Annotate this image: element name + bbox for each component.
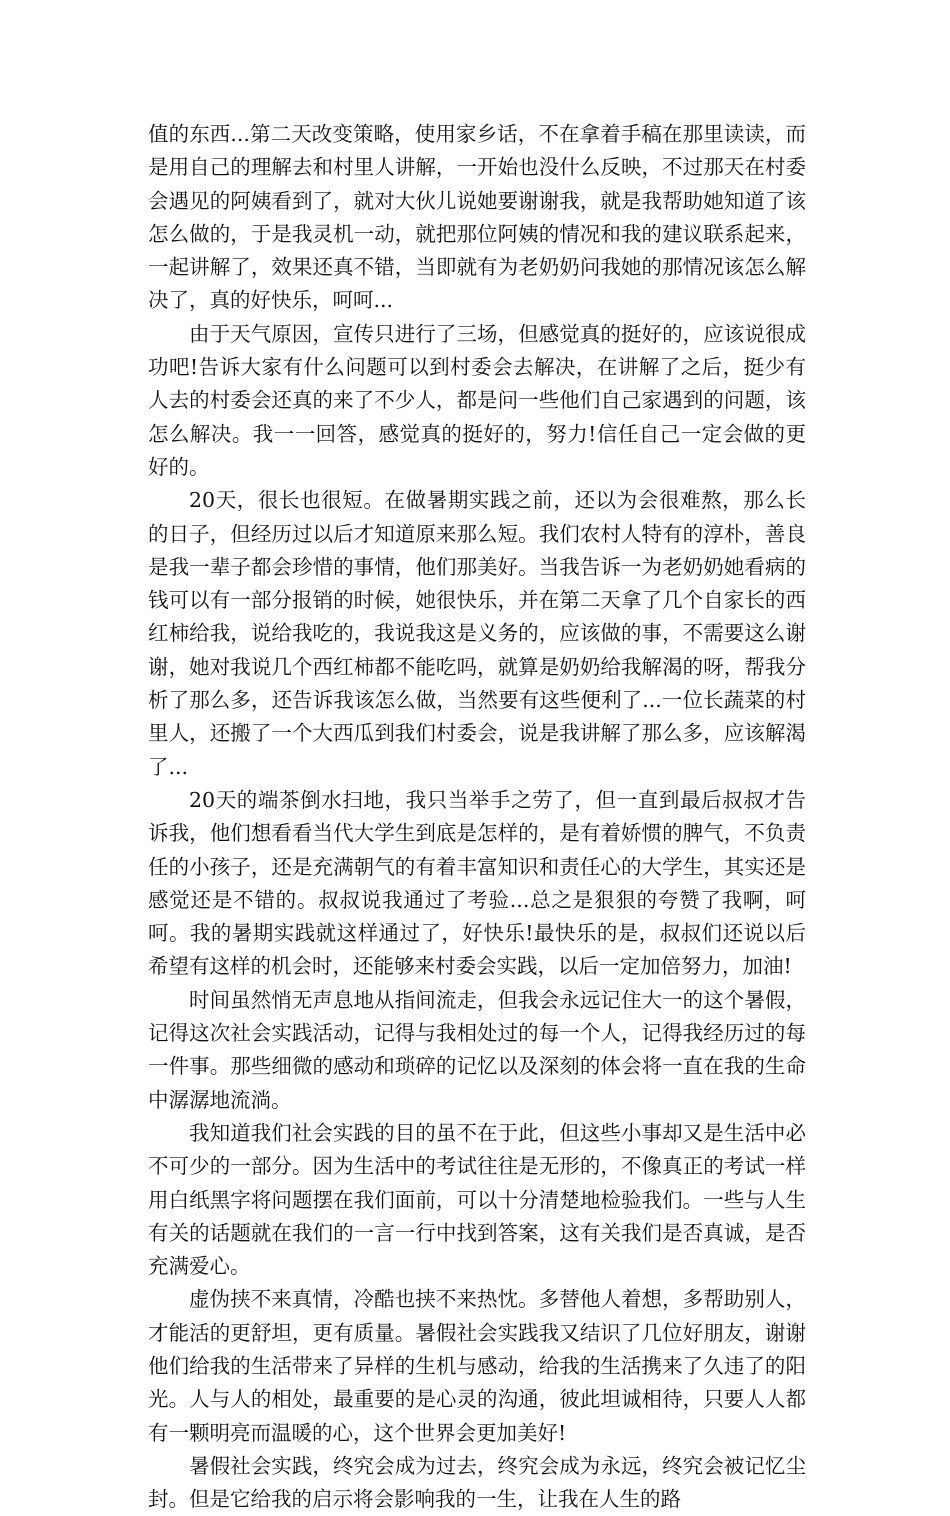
paragraph-time-passes: 时间虽然悄无声息地从指间流走，但我会永远记住大一的这个暑假，记得这次社会实践活动，记得与我相处过的每一个人，记得我经历过的每一件事。那些细微的感动和琐碎的记忆以及深刻的体会将一直在我的生命中潺潺地流淌。 [148, 987, 806, 1112]
paragraph-twenty-days: 20天，很长也很短。在做暑期实践之前，还以为会很难熬，那么长的日子，但经历过以后才知道原来那么短。我们农村人特有的淳朴，善良是我一辈子都会珍惜的事情，他们那美好。当我告诉一为老奶奶她看病的钱可以有一部分报销的时候，她很快乐，并在第二天拿了几个自家长的西红柿给我，说给我吃的，我说我这是义务的，应该做的事，不需要这么谢谢，她对我说几个西红柿都不能吃吗，就算是奶奶给我解渴的呀，帮我分析了那么多，还告诉我该怎么做，当然要有这些便利了...一位长蔬菜的村里人，还搬了一个大西瓜到我们村委会，说是我讲解了那么多，应该解渴了... [148, 488, 806, 779]
paragraph-tea-and-cleaning: 20天的端茶倒水扫地，我只当举手之劳了，但一直到最后叔叔才告诉我，他们想看看当代大学生到底是怎样的，是有着娇惯的脾气，不负责任的小孩子，还是充满朝气的有着丰富知识和责任心的大学生，其实还是感觉还是不错的。叔叔说我通过了考验...总之是狠狠的夸赞了我啊，呵呵。我的暑期实践就这样通过了，好快乐!最快乐的是，叔叔们还说以后希望有这样的机会时，还能够来村委会实践，以后一定加倍努力，加油! [148, 787, 806, 979]
paragraph-weather-promotion: 由于天气原因，宣传只进行了三场，但感觉真的挺好的，应该说很成功吧!告诉大家有什么问题可以到村委会去解决，在讲解了之后，挺少有人去的村委会还真的来了不少人，都是问一些他们自己家遇到的问题，该怎么解决。我一一回答，感觉真的挺好的，努力!信任自己一定会做的更好的。 [148, 321, 806, 479]
paragraph-sincerity: 虚伪挟不来真情，冷酷也挟不来热忱。多替他人着想，多帮助别人，才能活的更舒坦，更有质量。暑假社会实践我又结识了几位好朋友，谢谢他们给我的生活带来了异样的生机与感动，给我的生活携来了久违了的阳光。人与人的相处，最重要的是心灵的沟通，彼此坦诚相待，只要人人都有一颗明亮而温暖的心，这个世界会更加美好! [148, 1287, 806, 1445]
paragraph-conclusion: 暑假社会实践，终究会成为过去，终究会成为永远，终究会被记忆尘封。但是它给我的启示将会影响我的一生，让我在人生的路 [148, 1453, 806, 1512]
paragraph-purpose: 我知道我们社会实践的目的虽不在于此，但这些小事却又是生活中必不可少的一部分。因为生活中的考试往往是无形的，不像真正的考试一样用白纸黑字将问题摆在我们面前，可以十分清楚地检验我们。一些与人生有关的话题就在我们的一言一行中找到答案，这有关我们是否真诚，是否充满爱心。 [148, 1120, 806, 1279]
paragraph-continuation: 值的东西...第二天改变策略，使用家乡话，不在拿着手稿在那里读读，而是用自己的理解去和村里人讲解，一开始也没什么反映，不过那天在村委会遇见的阿姨看到了，就对大伙儿说她要谢谢我，就是我帮助她知道了该怎么做的，于是我灵机一动，就把那位阿姨的情况和我的建议联系起来，一起讲解了，效果还真不错，当即就有为老奶奶问我她的那情况该怎么解决了，真的好快乐，呵呵... [148, 122, 806, 313]
document-body [148, 118, 806, 1516]
